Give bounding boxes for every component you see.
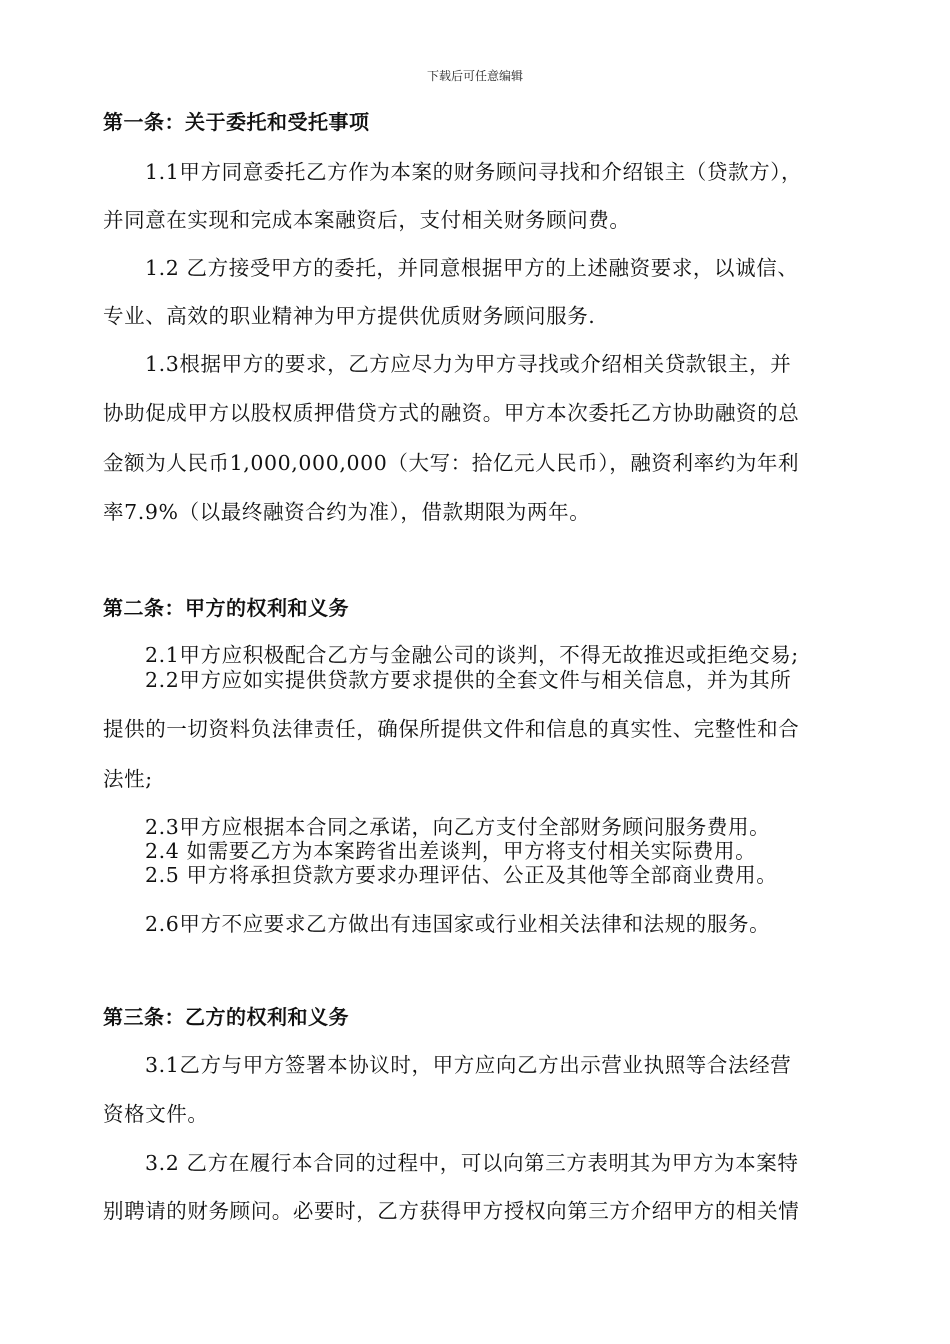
paragraph-line: 1.1甲方同意委托乙方作为本案的财务顾问寻找和介绍银主（贷款方）， [145,160,803,184]
paragraph-line: 1.2 乙方接受甲方的委托，并同意根据甲方的上述融资要求，以诚信、 [145,256,799,280]
paragraph-line: 率7.9%（以最终融资合约为准），借款期限为两年。 [103,500,591,524]
paragraph-line: 2.4 如需要乙方为本案跨省出差谈判，甲方将支付相关实际费用。 [145,839,757,863]
paragraph-line: 3.1乙方与甲方签署本协议时，甲方应向乙方出示营业执照等合法经营 [145,1053,792,1077]
paragraph-line: 专业、高效的职业精神为甲方提供优质财务顾问服务. [103,304,596,328]
paragraph-line: 2.1甲方应积极配合乙方与金融公司的谈判，不得无故推迟或拒绝交易; [145,643,799,667]
paragraph-line: 1.3根据甲方的要求，乙方应尽力为甲方寻找或介绍相关贷款银主，并 [145,352,792,376]
paragraph-line: 别聘请的财务顾问。必要时，乙方获得甲方授权向第三方介绍甲方的相关情 [103,1199,800,1223]
section-2-heading: 第二条：甲方的权利和义务 [103,596,349,620]
paragraph-line: 2.5 甲方将承担贷款方要求办理评估、公正及其他等全部商业费用。 [145,863,778,887]
section-3-heading: 第三条：乙方的权利和义务 [103,1005,349,1029]
header-note: 下载后可任意编辑 [426,69,523,83]
paragraph-line: 并同意在实现和完成本案融资后，支付相关财务顾问费。 [103,208,631,232]
paragraph-line: 提供的一切资料负法律责任，确保所提供文件和信息的真实性、完整性和合 [103,717,800,741]
paragraph-line: 2.2甲方应如实提供贷款方要求提供的全套文件与相关信息，并为其所 [145,668,792,692]
paragraph-line: 资格文件。 [103,1102,209,1126]
section-1-heading: 第一条：关于委托和受托事项 [103,110,370,134]
paragraph-line: 2.6甲方不应要求乙方做出有违国家或行业相关法律和法规的服务。 [145,912,771,936]
paragraph-line: 2.3甲方应根据本合同之承诺，向乙方支付全部财务顾问服务费用。 [145,815,771,839]
paragraph-line: 法性; [103,767,153,791]
paragraph-line: 3.2 乙方在履行本合同的过程中，可以向第三方表明其为甲方为本案特 [145,1151,799,1175]
paragraph-line: 协助促成甲方以股权质押借贷方式的融资。甲方本次委托乙方协助融资的总 [103,401,800,425]
paragraph-line: 金额为人民币1,000,000,000（大写：拾亿元人民币），融资利率约为年利 [103,451,800,475]
